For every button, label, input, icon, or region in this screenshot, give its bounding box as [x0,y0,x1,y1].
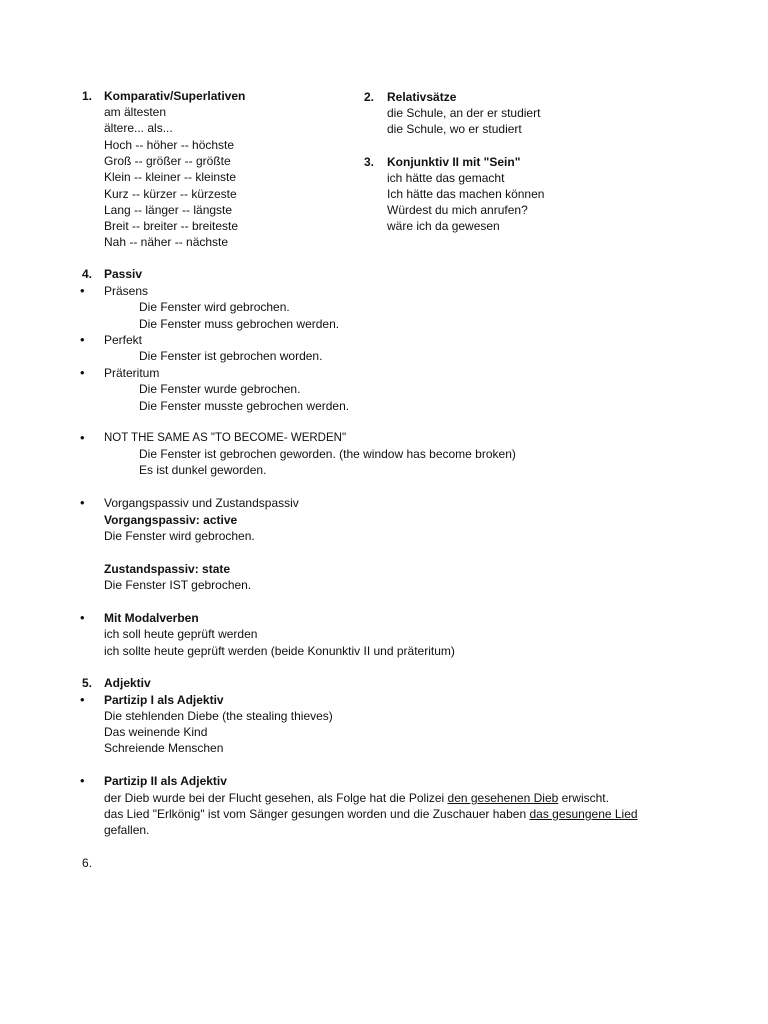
example-line: Die Fenster wurde gebrochen. [139,382,301,396]
bullet-icon: • [80,332,85,347]
sub-heading: Partizip I als Adjektiv [104,693,224,707]
example-text: das Lied "Erlkönig" ist vom Sänger gesungen worden und die Zuschauer haben [104,807,530,821]
bullet-icon: • [80,283,85,298]
list-item: Lang -- länger -- längste [104,203,233,217]
example-line: ich soll heute geprüft werden [104,627,258,641]
example-line: Schreiende Menschen [104,741,224,755]
example-text: der Dieb wurde bei der Flucht gesehen, als Folge hat die Polizei [104,791,448,805]
section-title: Adjektiv [104,676,151,690]
section-title: Relativsätze [387,90,457,104]
example-line [104,806,638,822]
list-item: Kurz -- kürzer -- kürzeste [104,187,237,201]
bullet-icon: • [80,610,85,625]
example-line: Das weinende Kind [104,725,208,739]
sub-heading: Mit Modalverben [104,611,199,625]
example-line: Die Fenster musste gebrochen werden. [139,399,350,413]
sub-heading: Präteritum [104,366,160,380]
example-line: gefallen. [104,823,150,837]
section-number: 5. [82,676,93,690]
sub-heading: Präsens [104,284,149,298]
section-number: 4. [82,267,93,281]
list-item: die Schule, wo er studiert [387,122,522,136]
list-item: Groß -- größer -- größte [104,154,231,168]
bullet-icon: • [80,773,85,788]
section-title: Passiv [104,267,143,281]
list-item: die Schule, an der er studiert [387,106,541,120]
bullet-icon: • [80,365,85,380]
example-line: Die Fenster muss gebrochen werden. [139,317,340,331]
bullet-icon: • [80,495,85,510]
list-item: wäre ich da gewesen [387,219,500,233]
example-line: Es ist dunkel geworden. [139,463,267,477]
bullet-icon: • [80,430,85,445]
example-line: Die Fenster wird gebrochen. [104,529,255,543]
example-line: Die Fenster wird gebrochen. [139,300,290,314]
example-line: Die stehlenden Diebe (the stealing thieves) [104,709,333,723]
section-number: 2. [364,90,375,104]
section-title: Konjunktiv II mit "Sein" [387,155,521,169]
sub-heading: Zustandspassiv: state [104,562,231,576]
section-number: 6. [82,856,93,870]
list-item: Nah -- näher -- nächste [104,235,229,249]
bullet-icon: • [80,692,85,707]
list-item: ältere... als... [104,121,173,135]
sub-heading: NOT THE SAME AS "TO BECOME- WERDEN" [104,432,347,444]
sub-heading: Partizip II als Adjektiv [104,774,227,788]
example-line: Die Fenster IST gebrochen. [104,578,252,592]
underlined-phrase: den gesehenen Dieb [447,791,559,805]
list-item: Breit -- breiter -- breiteste [104,219,239,233]
list-item: am ältesten [104,105,167,119]
section-title: Komparativ/Superlativen [104,89,246,103]
list-item: Ich hätte das machen können [387,187,545,201]
list-item: Hoch -- höher -- höchste [104,138,235,152]
example-text: erwischt. [558,791,609,805]
example-line: ich sollte heute geprüft werden (beide Konunktiv II und präteritum) [104,644,455,658]
list-item: ich hätte das gemacht [387,171,505,185]
example-line: Die Fenster ist gebrochen geworden. (the window has become broken) [139,447,516,461]
underlined-phrase: das gesungene Lied [529,807,638,821]
list-item: Klein -- kleiner -- kleinste [104,170,237,184]
example-line: Die Fenster ist gebrochen worden. [139,349,323,363]
section-number: 3. [364,155,375,169]
sub-heading: Perfekt [104,333,143,347]
example-line [104,790,609,806]
list-item: Würdest du mich anrufen? [387,203,528,217]
sub-heading: Vorgangspassiv und Zustandspassiv [104,496,299,510]
section-number: 1. [82,89,93,103]
sub-heading: Vorgangspassiv: active [104,513,238,527]
